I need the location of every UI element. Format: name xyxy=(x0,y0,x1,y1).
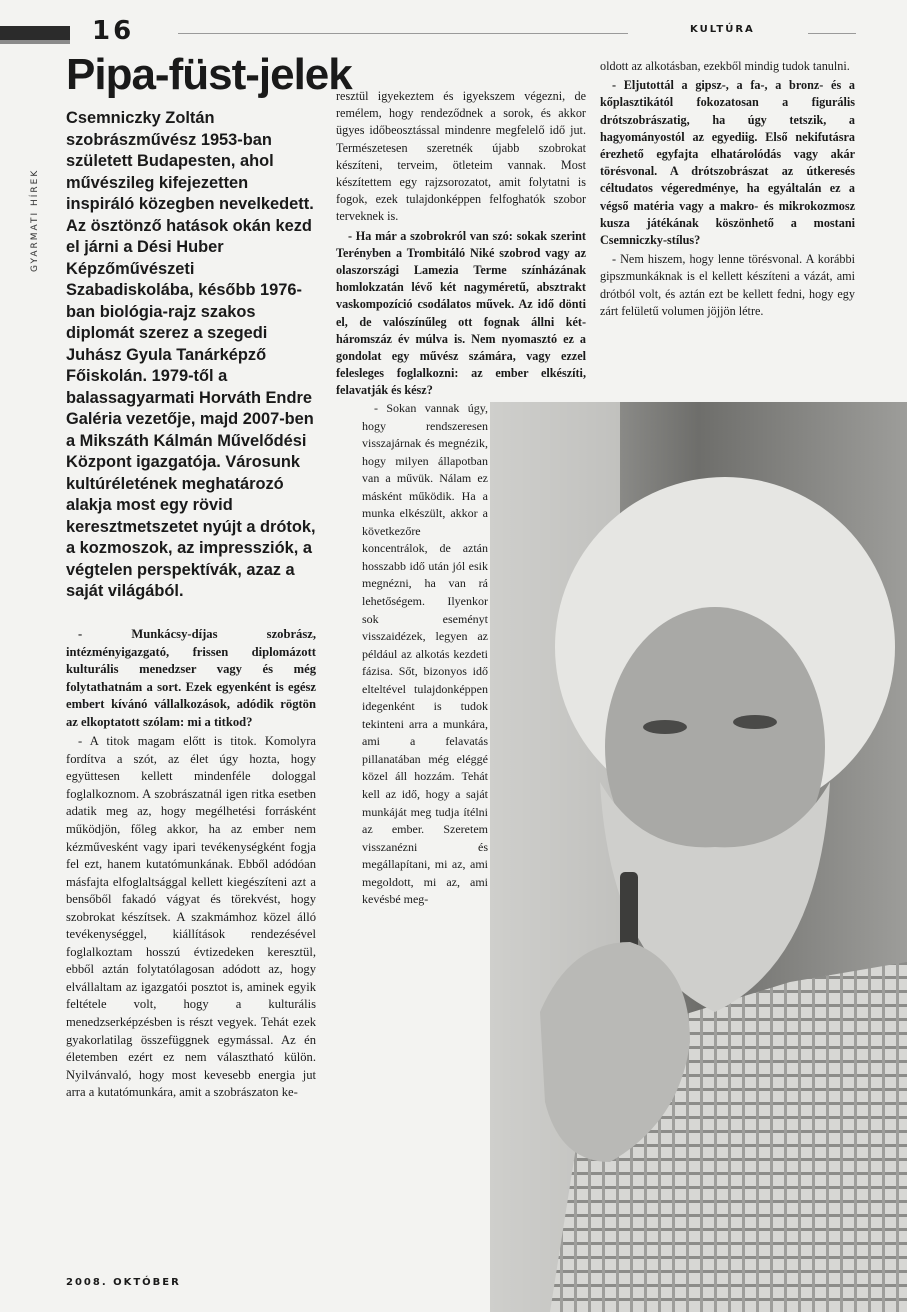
header-bar-shadow xyxy=(0,40,70,44)
side-label-text: GYARMATI HÍREK xyxy=(30,168,40,272)
article-title: Pipa-füst-jelek xyxy=(66,50,352,99)
answer-2-continued: oldott az alkotásban, ezekből mindig tudok tanulni. xyxy=(600,59,850,73)
question-1: - Munkácsy-díjas szobrász, intézményigazgató, frissen diplomázott kulturális menedzser vagy és még folytathatnám a sort. Ezek egyenként is egész embert kívánó vállalkozások, adódik rögtön az elkoptatott szólam: mi a titkod? xyxy=(66,627,316,729)
question-2: - Ha már a szobrokról van szó: sokak szerint Terényben a Trombitáló Niké szobrod vagy az olaszországi Lamezia Terme színházának homlokzatán lévő két nagyméretű, absztrakt vaskompozíció csodálatos művek. Az idő dönti el, de valószínűleg ott fognak állni két-háromszáz év múlva is. Nem nyomasztó ez a gondolat egy művész számára, vagy ezzel felesleges foglalkozni: az ember elkészíti, felavatják és kész? xyxy=(336,228,586,398)
column-2-narrow xyxy=(362,400,488,909)
column-2 xyxy=(336,88,586,398)
column-3 xyxy=(600,58,855,320)
answer-1: - A titok magam előtt is titok. Komolyra fordítva a szót, az élet úgy hozta, hogy együttesen kellett mindenféle dologgal foglalkoznom. A szobrászatnál igen ritka esetben adatik meg az, hogy megélhetési forrásként működjön, főleg akkor, ha az ember nem kézművesként vagy ipari tevékenységként fogja fel ezt, hanem kutatómunkának. Ebből adódóan másfajta elfoglaltsággal kellett kiegészíteni azt a bensőből fakadó vágyat és törekvést, hogy szobrokat készítsek. A szakmámhoz közel álló tevékenységgel, kiállítások rendezésével foglalkoztam hosszú évtizedeken keresztül, ebből aztán folytatólagosan adódott az, hogy elvállaltam az igazgatói posztot is, aminek egyik feltétele volt, hogy a kulturális menedzserképzésben is részt vegyek. Tehát ezek gyakorlatilag összefüggnek egymással. Az én életemben ezért ez nem választható külön. Nyilvánvaló, hogy most kevesebb energia jut arra a kutatómunkára, amit a szobrászaton ke- xyxy=(66,734,316,1100)
lead-paragraph: Csemniczky Zoltán szobrászművész 1953-ban született Budapesten, ahol művészileg kifejezetten inspiráló közegben nevelkedett. Az ösztönző hatások okán kezd el járni a Dési Huber Képzőművészeti Szabadiskolába, később 1976-ban biológia-rajz szakos diplomát szerez a szegedi Juhász Gyula Tanárképző Főiskolán. 1979-től a balassagyarmati Horváth Endre Galéria vezetője, majd 2007-ben a Mikszáth Kálmán Művelődési Központ igazgatója. Városunk kultúréletének meghatározó alakja most egy rövid keresztmetszetet nyújt a drótok, a kozmoszok, az impressziók, a végtelen perspektívák, azaz a saját világából. xyxy=(66,109,316,600)
portrait-photo xyxy=(490,402,907,1312)
footer-date: 2008. OKTÓBER xyxy=(66,1277,181,1288)
side-label xyxy=(30,122,44,272)
header-bar xyxy=(0,26,70,40)
answer-1-continued: resztül igyekeztem és igyekszem végezni, de remélem, hogy rendeződnek a sorok, és akkor ügyes időbeosztással mindenre megfelelő idő jut. Természetesen szeretnék újabb szobrokat készíteni, terveim, ötleteim vannak. Most készítettem egy rajzsorozatot, amit folytatni is fogok, ezek tulajdonképpen felfoghatók szobor terveknek is. xyxy=(336,89,586,224)
question-3: - Eljutottál a gipsz-, a fa-, a bronz- és a kőplasztikától fokozatosan a figurális drótszobrászatig, ha úgy tetszik, a hagyományostól az egyediig. Első nekifutásra érezhető egyfajta elhatárolódás vagy akár törésvonal. A drótszobrászat az útkeresés céltudatos végeredménye, ha egyáltalán ez a végső matéria vagy a makro- és mikrokozmosz kusza játékának köszönhető a mostani Csemniczky-stílus? xyxy=(600,78,855,248)
page-number: 16 xyxy=(92,16,135,46)
answer-3: - Nem hiszem, hogy lenne törésvonal. A korábbi gipszmunkáknak is el kellett készíteni a vázát, ami drótból volt, és aztán ezt be kellett fedni, hogy egy zárt felületű volumen jöjjön létre. xyxy=(600,252,855,318)
section-label: KULTÚRA xyxy=(690,24,755,35)
column-1 xyxy=(66,626,316,1102)
header-rule-right xyxy=(808,33,856,34)
answer-2: - Sokan vannak úgy, hogy rendszeresen visszajárnak és megnézik, hogy milyen állapotban van a művük. Nálam ez másként működik. Ha a munka elkészült, akkor a következőre koncentrálok, de aztán hosszabb idő után jól esik megnézni, ha van rá lehetőségem. Ilyenkor sok eseményt visszaidézek, legyen az például az alkotás kezdeti fázisa. Sőt, bizonyos idő elteltével tulajdonképpen idegenként is tudok tekinteni arra a munkára, ami a felavatás pillanatában még eléggé közel áll hozzám. Tehát kell az idő, hogy a saját munkáját meg tudja ítélni az ember. Szeretem visszanézni és megállapítani, mi az, ami megoldott, mi az, ami kevésbé meg- xyxy=(362,401,488,907)
header-rule xyxy=(178,33,628,34)
